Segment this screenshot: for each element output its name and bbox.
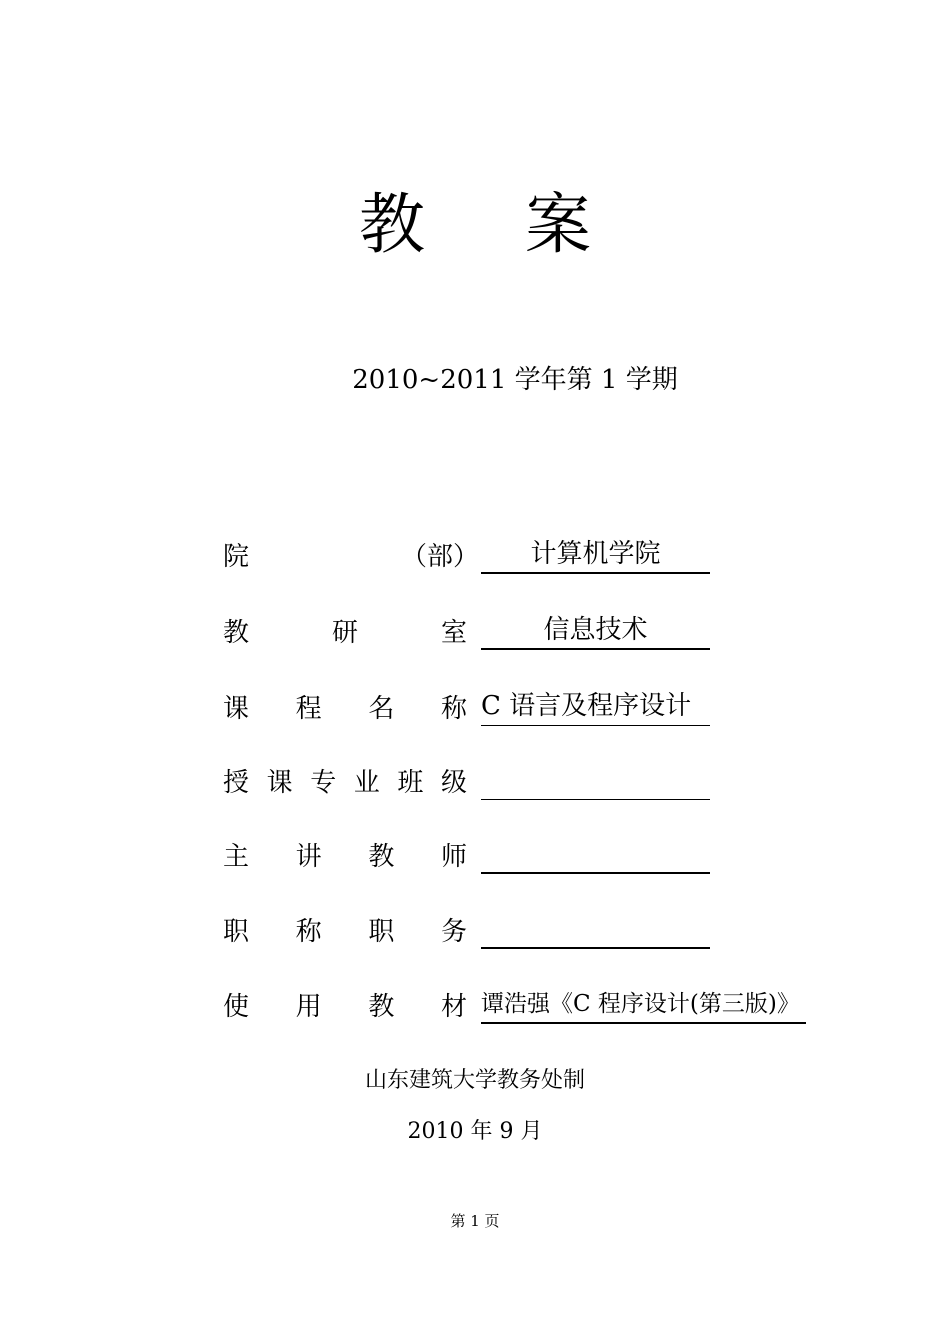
label-part: 师 bbox=[440, 841, 467, 872]
label-part: 教 bbox=[368, 841, 395, 872]
form-label-class bbox=[223, 760, 467, 800]
label-part: 院 bbox=[223, 541, 250, 572]
label-part: 务 bbox=[440, 916, 467, 947]
form-label-textbook bbox=[223, 984, 467, 1024]
academic-term: 2010~2011 学年第 1 学期 bbox=[352, 365, 678, 395]
label-part: 用 bbox=[295, 991, 322, 1022]
form-label-title-position bbox=[223, 909, 467, 949]
label-part: 职 bbox=[368, 916, 395, 947]
label-part: 职 bbox=[223, 916, 250, 947]
label-part: （部） bbox=[400, 541, 479, 572]
document-title bbox=[0, 180, 950, 270]
label-part: 级 bbox=[440, 767, 467, 798]
label-part: 教 bbox=[368, 991, 395, 1022]
form-value-textbook: 谭浩强《C 程序设计(第三版)》 bbox=[481, 984, 806, 1024]
label-part: 称 bbox=[295, 916, 322, 947]
form-value-course-name: C 语言及程序设计 bbox=[481, 686, 710, 726]
title-char-2: 案 bbox=[525, 186, 591, 263]
page-number: 第 1 页 bbox=[450, 1212, 500, 1230]
label-part: 课 bbox=[266, 767, 293, 798]
label-part: 课 bbox=[223, 693, 250, 724]
form-value-lecturer bbox=[481, 834, 710, 874]
label-part: 业 bbox=[353, 767, 380, 798]
label-part: 材 bbox=[440, 991, 467, 1022]
label-part: 讲 bbox=[295, 841, 322, 872]
label-part: 使 bbox=[223, 991, 250, 1022]
form-label-department bbox=[223, 534, 479, 574]
label-part: 名 bbox=[368, 693, 395, 724]
issue-date: 2010 年 9 月 bbox=[407, 1119, 543, 1144]
label-part: 教 bbox=[223, 617, 250, 648]
label-part: 程 bbox=[295, 693, 322, 724]
label-part: 室 bbox=[440, 617, 467, 648]
form-label-lecturer bbox=[223, 834, 467, 874]
form-value-department: 计算机学院 bbox=[481, 534, 710, 574]
form-label-office bbox=[223, 610, 467, 650]
label-part: 研 bbox=[331, 617, 358, 648]
label-part: 主 bbox=[223, 841, 250, 872]
form-value-class bbox=[481, 760, 710, 800]
title-char-1: 教 bbox=[359, 186, 425, 263]
label-part: 称 bbox=[440, 693, 467, 724]
form-value-title-position bbox=[481, 909, 710, 949]
label-part: 班 bbox=[397, 767, 424, 798]
issuer-line: 山东建筑大学教务处制 bbox=[364, 1068, 585, 1093]
form-value-office: 信息技术 bbox=[481, 610, 710, 650]
label-part: 授 bbox=[223, 767, 250, 798]
label-part: 专 bbox=[310, 767, 337, 798]
form-label-course-name bbox=[223, 686, 467, 726]
